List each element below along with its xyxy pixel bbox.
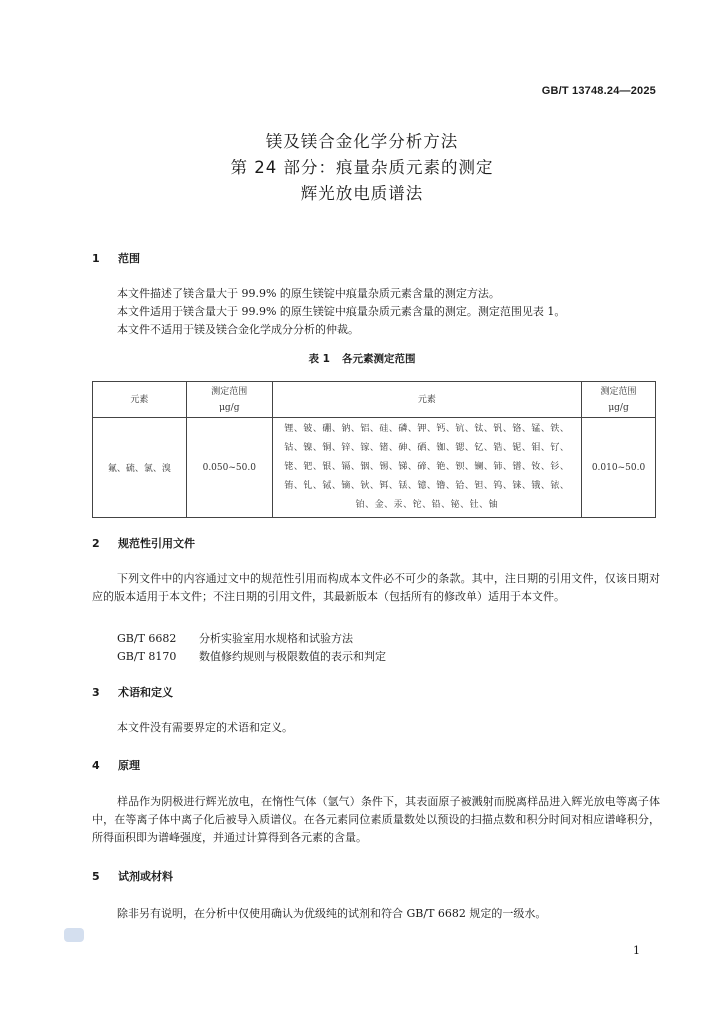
table-caption-text: 各元素测定范围 (341, 353, 416, 365)
reference-title: 分析实验室用水规格和试验方法 (199, 632, 353, 645)
header-element-left: 元素 (93, 382, 187, 418)
section-5-paragraph-1: 除非另有说明，在分析中仅使用确认为优级纯的试剂和符合 GB/T 6682 规定的一级水。 (117, 907, 547, 920)
section-4-paragraph-1: 样品作为阴极进行辉光放电，在惰性气体（氩气）条件下，其表面原子被溅射而脱离样品进入辉光放电等离子体中，在等离子体中离子化后被导入质谱仪。在各元素同位素质量数处以预设的扫描点数和积分时间对相应谱峰积分，所得面积即为谱峰强度，并通过计算得到各元素的含量。 (92, 795, 660, 844)
doc-title-line1: 镁及镁合金化学分析方法 (265, 132, 459, 151)
normative-reference-2 (117, 648, 386, 664)
normative-reference-1 (117, 630, 353, 646)
section-3-heading (92, 684, 173, 700)
cell-elements-halogens: 氟、硫、氯、溴 (93, 418, 187, 518)
page-number: 1 (633, 944, 640, 957)
measurement-range-table (92, 381, 656, 518)
table-row (93, 418, 656, 518)
table-header-row (93, 382, 656, 418)
section-4-heading (92, 757, 140, 773)
cell-range-metals: 0.010~50.0 (582, 418, 656, 518)
cell-elements-metals: 锂、铍、硼、钠、铝、硅、磷、钾、钙、钪、钛、钒、铬、锰、铁、钴、镍、铜、锌、镓、锗、砷、硒、铷、锶、钇、锆、铌、钼、钌、铑、钯、银、镉、铟、锡、锑、碲、铯、钡、镧、铈、镨、钕、钐、铕、钆、铽、镝、钬、铒、铥、镱、镥、铪、钽、钨、铼、锇、铱、铂、金、汞、铊、铅、铋、钍、铀 (272, 418, 581, 518)
table-label: 表 1 (308, 353, 330, 365)
section-number: 1 (92, 252, 100, 265)
section-title: 范围 (118, 252, 140, 265)
reference-code: GB/T 6682 (117, 632, 177, 645)
section-1-paragraph-2: 本文件适用于镁含量大于 99.9% 的原生镁锭中痕量杂质元素含量的测定。测定范围见表 1。 (117, 305, 566, 318)
section-2-heading (92, 535, 195, 551)
section-title: 试剂或材料 (118, 870, 173, 883)
section-number: 4 (92, 759, 100, 772)
section-number: 3 (92, 686, 100, 699)
section-number: 5 (92, 870, 100, 883)
header-element-right: 元素 (272, 382, 581, 418)
section-number: 2 (92, 537, 100, 550)
table-1-caption (0, 351, 724, 366)
standard-number: GB/T 13748.24—2025 (541, 85, 656, 97)
doc-title-line3: 辉光放电质谱法 (300, 184, 424, 203)
publisher-logo (64, 928, 84, 942)
section-3-paragraph-1: 本文件没有需要界定的术语和定义。 (117, 721, 293, 734)
cell-range-halogens: 0.050~50.0 (186, 418, 272, 518)
reference-code: GB/T 8170 (117, 650, 177, 663)
reference-title: 数值修约规则与极限数值的表示和判定 (199, 650, 386, 663)
section-1-paragraph-1: 本文件描述了镁含量大于 99.9% 的原生镁锭中痕量杂质元素含量的测定方法。 (117, 287, 500, 300)
section-1-heading (92, 250, 140, 266)
header-range-left: 测定范围 μg/g (186, 382, 272, 418)
header-range-right: 测定范围 μg/g (582, 382, 656, 418)
doc-title-line2: 第 24 部分：痕量杂质元素的测定 (230, 158, 494, 177)
section-title: 术语和定义 (118, 686, 173, 699)
section-title: 规范性引用文件 (118, 537, 195, 550)
section-title: 原理 (118, 759, 140, 772)
section-5-heading (92, 868, 173, 884)
section-1-paragraph-3: 本文件不适用于镁及镁合金化学成分分析的仲裁。 (117, 323, 359, 336)
section-2-paragraph-1: 下列文件中的内容通过文中的规范性引用而构成本文件必不可少的条款。其中，注日期的引用文件，仅该日期对应的版本适用于本文件；不注日期的引用文件，其最新版本（包括所有的修改单）适用于本文件。 (92, 572, 660, 603)
